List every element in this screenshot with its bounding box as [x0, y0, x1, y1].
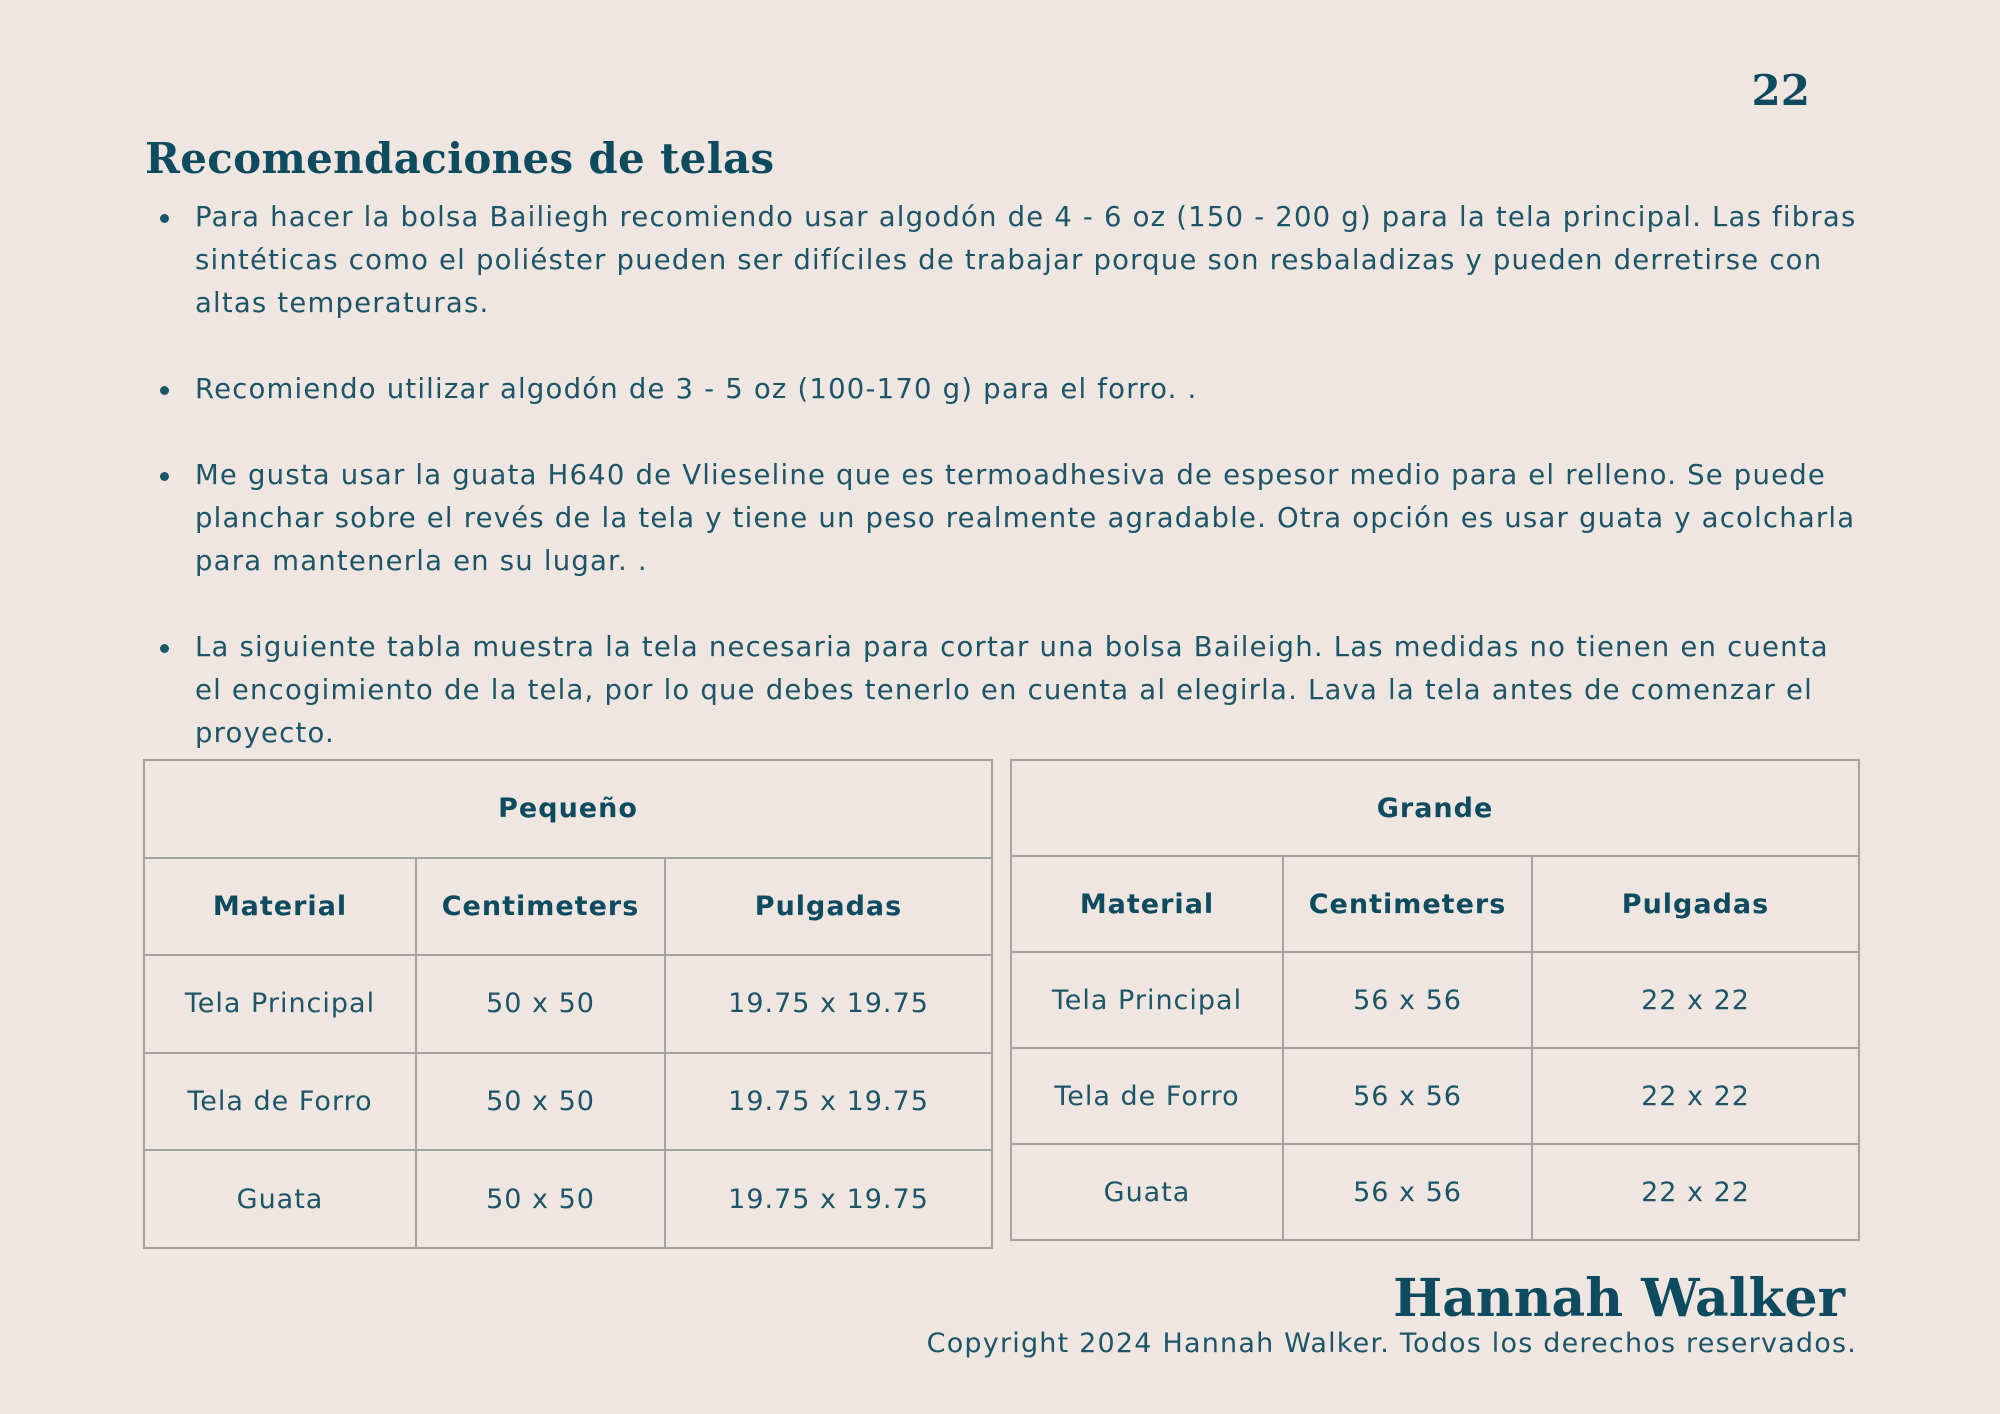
table-caption: Grande [1011, 760, 1859, 856]
centimeters-cell: 56 x 56 [1283, 1144, 1532, 1240]
table-caption: Pequeño [144, 760, 992, 858]
inches-cell: 19.75 x 19.75 [665, 1150, 992, 1248]
inches-cell: 19.75 x 19.75 [665, 955, 992, 1053]
inches-cell: 22 x 22 [1532, 952, 1859, 1048]
inches-cell: 22 x 22 [1532, 1048, 1859, 1144]
table-row [144, 1150, 992, 1248]
column-header-centimeters: Centimeters [1283, 856, 1532, 952]
table-header-row [1011, 856, 1859, 952]
column-header-material: Material [1011, 856, 1283, 952]
table-caption-row [1011, 760, 1859, 856]
material-cell: Tela de Forro [1011, 1048, 1283, 1144]
column-header-material: Material [144, 858, 416, 956]
inches-cell: 19.75 x 19.75 [665, 1053, 992, 1151]
inches-cell: 22 x 22 [1532, 1144, 1859, 1240]
material-cell: Tela Principal [144, 955, 416, 1053]
column-header-inches: Pulgadas [665, 858, 992, 956]
centimeters-cell: 56 x 56 [1283, 952, 1532, 1048]
centimeters-cell: 50 x 50 [416, 1150, 665, 1248]
centimeters-cell: 50 x 50 [416, 955, 665, 1053]
table-row [1011, 1048, 1859, 1144]
small-size-table [143, 759, 993, 1249]
table-row [1011, 952, 1859, 1048]
table-header-row [144, 858, 992, 956]
copyright-notice: Copyright 2024 Hannah Walker. Todos los derechos reservados. [926, 1328, 1857, 1359]
list-item: Recomiendo utilizar algodón de 3 - 5 oz (100-170 g) para el forro. . [145, 368, 1865, 411]
table-row [144, 955, 992, 1053]
list-item: La siguiente tabla muestra la tela necesaria para cortar una bolsa Baileigh. Las medidas no tienen en cuenta el encogimiento de la tela, por lo que debes tenerlo en cuenta al elegirla. Lava la tela antes de comenzar el proyecto. [145, 626, 1865, 755]
table-caption-row [144, 760, 992, 858]
material-cell: Guata [1011, 1144, 1283, 1240]
material-cell: Tela Principal [1011, 952, 1283, 1048]
material-cell: Guata [144, 1150, 416, 1248]
centimeters-cell: 56 x 56 [1283, 1048, 1532, 1144]
table-row [1011, 1144, 1859, 1240]
centimeters-cell: 50 x 50 [416, 1053, 665, 1151]
table-row [144, 1053, 992, 1151]
large-size-table [1010, 759, 1860, 1241]
list-item: Me gusta usar la guata H640 de Vlieseline que es termoadhesiva de espesor medio para el relleno. Se puede planchar sobre el revés de la tela y tiene un peso realmente agradable. Otra opción es usar guata y acolcharla para mantenerla en su lugar. . [145, 454, 1865, 583]
author-name: Hannah Walker [1393, 1268, 1845, 1329]
list-item: Para hacer la bolsa Bailiegh recomiendo usar algodón de 4 - 6 oz (150 - 200 g) para la tela principal. Las fibras sintéticas como el poliéster pueden ser difíciles de trabajar porque son resbaladizas y pueden derretirse con altas temperaturas. [145, 196, 1865, 325]
page-title: Recomendaciones de telas [145, 134, 775, 183]
column-header-centimeters: Centimeters [416, 858, 665, 956]
recommendations-list [145, 196, 1865, 755]
column-header-inches: Pulgadas [1532, 856, 1859, 952]
material-cell: Tela de Forro [144, 1053, 416, 1151]
page-number: 22 [1751, 66, 1810, 115]
